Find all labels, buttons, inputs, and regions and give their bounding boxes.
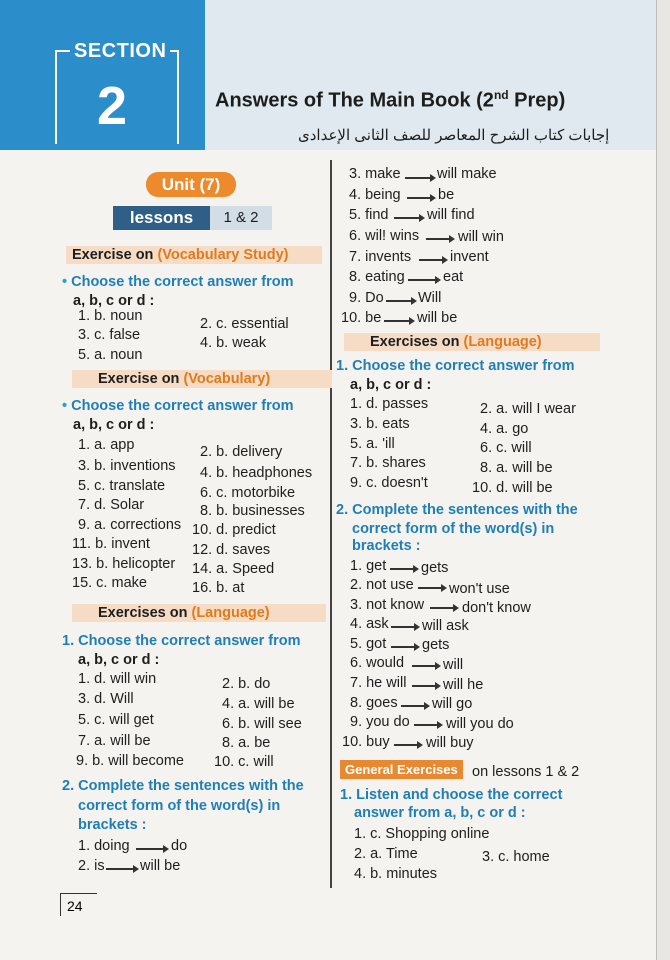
answer-after: gets	[421, 560, 449, 576]
answer: 8. a. will be	[480, 460, 553, 476]
general-exercises-caption: on lessons 1 & 2	[472, 764, 580, 780]
title-sup: nd	[493, 88, 509, 102]
lessons-number: 1 & 2	[210, 206, 272, 230]
answer: 16. b. at	[192, 580, 245, 596]
answer: 1. c. Shopping online	[354, 826, 490, 842]
answer-before: 1. get	[350, 558, 387, 574]
heading-text: Exercise on	[72, 247, 158, 263]
answer: 3. d. Will	[78, 691, 134, 707]
answer: 6. c. will	[480, 440, 532, 456]
answer-before: 9. you do	[350, 714, 410, 730]
arrow-icon	[408, 279, 436, 281]
answer: 8. b. businesses	[200, 503, 305, 519]
answer: 2. b. delivery	[200, 444, 283, 460]
arrow-icon	[407, 197, 431, 199]
section-number: 2	[97, 76, 128, 136]
question-1: 1. Choose the correct answer from	[336, 358, 575, 374]
answer-after: will find	[427, 207, 475, 223]
exercises-language-heading	[72, 604, 326, 622]
answer-after: Will	[418, 290, 442, 306]
answer: 9. a. corrections	[78, 517, 182, 533]
answer: 4. a. go	[480, 421, 529, 437]
arrow-icon	[414, 724, 438, 726]
answer-before: 4. ask	[350, 616, 389, 632]
answer: 10. d. predict	[192, 522, 276, 538]
answer: 5. c. will get	[78, 712, 154, 728]
page-number: 24	[60, 893, 97, 916]
answer-before: 5. find	[349, 207, 389, 223]
answer: 3. c. false	[78, 327, 141, 343]
section-label: SECTION	[70, 40, 170, 63]
arrow-icon	[106, 868, 134, 870]
lessons-badge: lessons	[113, 206, 210, 230]
answer-before: 6. would	[350, 655, 405, 671]
arrow-icon	[419, 259, 443, 261]
question-2-line2: correct form of the word(s) in	[78, 798, 281, 814]
answer: 2. c. essential	[200, 316, 289, 332]
arrow-icon	[391, 646, 415, 648]
general-exercises-badge: General Exercises	[340, 760, 463, 779]
answer-before: 7. he will	[350, 675, 407, 691]
question-2-line3: brackets :	[352, 538, 421, 554]
exercise-vocab-heading	[72, 370, 332, 388]
answer-before: 8. eating	[349, 269, 405, 285]
answer: 12. d. saves	[192, 542, 271, 558]
answer: 8. a. be	[222, 735, 271, 751]
answer-before: 3. not know	[350, 597, 425, 613]
answer-after: will he	[443, 677, 484, 693]
answer: 11. b. invent	[72, 536, 150, 552]
question-1-line2: a, b, c or d :	[350, 377, 432, 393]
general-question-1: 1. Listen and choose the correct	[340, 787, 563, 803]
answer: 2. b. do	[222, 676, 271, 692]
instruction-text: Choose the correct answer from	[71, 398, 294, 414]
answer-before: 8. goes	[350, 695, 398, 711]
column-divider	[330, 160, 332, 888]
answer: 13. b. helicopter	[72, 556, 176, 572]
title-main: Answers of The Main Book (2	[215, 89, 494, 112]
answer-after: will ask	[422, 618, 469, 634]
arrow-icon	[430, 607, 454, 609]
heading-accent: (Vocabulary Study)	[157, 247, 289, 263]
answer: 3. b. eats	[350, 416, 410, 432]
answer: 1. b. noun	[78, 308, 143, 324]
answer-after: will	[443, 657, 464, 673]
answer: 9. b. will become	[76, 753, 184, 769]
answer: 14. a. Speed	[192, 561, 275, 577]
answer-after: will be	[140, 858, 181, 874]
answer: 10. c. will	[214, 754, 274, 770]
arrow-icon	[418, 587, 442, 589]
title-end: Prep)	[508, 89, 566, 112]
general-question-1-line2: answer from a, b, c or d :	[354, 805, 526, 821]
answer: 2. a. Time	[354, 846, 418, 862]
answer: 3. b. inventions	[78, 458, 176, 474]
arrow-icon	[136, 848, 164, 850]
answer: 1. d. will win	[78, 671, 157, 687]
answer: 4. b. minutes	[354, 866, 438, 882]
arrow-icon	[412, 665, 436, 667]
answer-before: 1. doing	[78, 838, 130, 854]
arrow-icon	[391, 626, 415, 628]
heading-accent: (Language)	[191, 605, 270, 621]
exercise-vocab-study-heading	[66, 246, 322, 264]
answer: 6. b. will see	[222, 716, 302, 732]
answer-after: will win	[458, 229, 504, 245]
arrow-icon	[426, 238, 450, 240]
answer: 5. c. translate	[78, 478, 166, 494]
answer: 1. d. passes	[350, 396, 429, 412]
answer: 7. d. Solar	[78, 497, 145, 513]
arrow-icon	[390, 568, 414, 570]
answer: 1. a. app	[78, 437, 135, 453]
heading-text: Exercises on	[98, 605, 192, 621]
answer: 2. a. will I wear	[480, 401, 576, 417]
arrow-icon	[412, 685, 436, 687]
answer-before: 7. invents	[349, 249, 412, 265]
question-2: 2. Complete the sentences with the	[62, 778, 304, 794]
instruction-line2: a, b, c or d :	[73, 417, 155, 433]
answer-after: will be	[417, 310, 458, 326]
answer-before: 9. Do	[349, 290, 384, 306]
answer-after: gets	[422, 637, 450, 653]
answer-after: be	[438, 187, 455, 203]
instruction: • Choose the correct answer from	[62, 398, 294, 414]
question-1: 1. Choose the correct answer from	[62, 633, 301, 649]
instruction-text: Choose the correct answer from	[71, 274, 294, 290]
answer-before: 2. not use	[350, 577, 414, 593]
answer-before: 6. wil! wins	[349, 228, 420, 244]
answer: 7. a. will be	[78, 733, 151, 749]
answer-after: don't know	[462, 600, 531, 616]
arrow-icon	[394, 744, 418, 746]
heading-accent: (Language)	[463, 334, 542, 350]
answer-after: will make	[437, 166, 497, 182]
question-2-line3: brackets :	[78, 817, 147, 833]
answer: 10. d. will be	[472, 480, 553, 496]
arrow-icon	[384, 320, 410, 322]
answer-after: invent	[450, 249, 489, 265]
answer: 3. c. home	[482, 849, 550, 865]
page-title	[215, 88, 565, 113]
answer: 5. a. noun	[78, 347, 143, 363]
arabic-title: إجابات كتاب الشرح المعاصر للصف الثانى الإعدادى	[298, 127, 610, 144]
answer-before: 10. be	[341, 310, 382, 326]
arrow-icon	[405, 177, 431, 179]
answer-before: 5. got	[350, 636, 387, 652]
instruction-line2: a, b, c or d :	[73, 293, 155, 309]
answer-after: eat	[443, 269, 464, 285]
answer: 4. a. will be	[222, 696, 295, 712]
answer-after: will go	[432, 696, 473, 712]
unit-badge: Unit (7)	[146, 172, 236, 197]
exercises-language-heading-right	[344, 333, 600, 351]
answer: 4. b. headphones	[200, 465, 313, 481]
heading-accent: (Vocabulary)	[183, 371, 271, 387]
answer: 6. c. motorbike	[200, 485, 296, 501]
arrow-icon	[401, 705, 425, 707]
heading-text: Exercise on	[98, 371, 184, 387]
answer-before: 10. buy	[342, 734, 390, 750]
arrow-icon	[394, 217, 420, 219]
answer: 9. c. doesn't	[350, 475, 428, 491]
instruction: • Choose the correct answer from	[62, 274, 294, 290]
answer-after: do	[171, 838, 188, 854]
page-edge	[656, 0, 670, 960]
question-2-line2: correct form of the word(s) in	[352, 521, 555, 537]
answer-before: 2. is	[78, 858, 105, 874]
answer-before: 4. being	[349, 187, 401, 203]
answer-after: won't use	[449, 581, 510, 597]
heading-text: Exercises on	[370, 334, 464, 350]
answer: 5. a. 'ill	[350, 436, 395, 452]
answer: 4. b. weak	[200, 335, 267, 351]
question-1-line2: a, b, c or d :	[78, 652, 160, 668]
answer-after: will buy	[426, 735, 474, 751]
answer-after: will you do	[446, 716, 514, 732]
answer: 15. c. make	[72, 575, 147, 591]
question-2: 2. Complete the sentences with the	[336, 502, 578, 518]
answer: 7. b. shares	[350, 455, 426, 471]
answer-before: 3. make	[349, 166, 401, 182]
arrow-icon	[386, 300, 412, 302]
